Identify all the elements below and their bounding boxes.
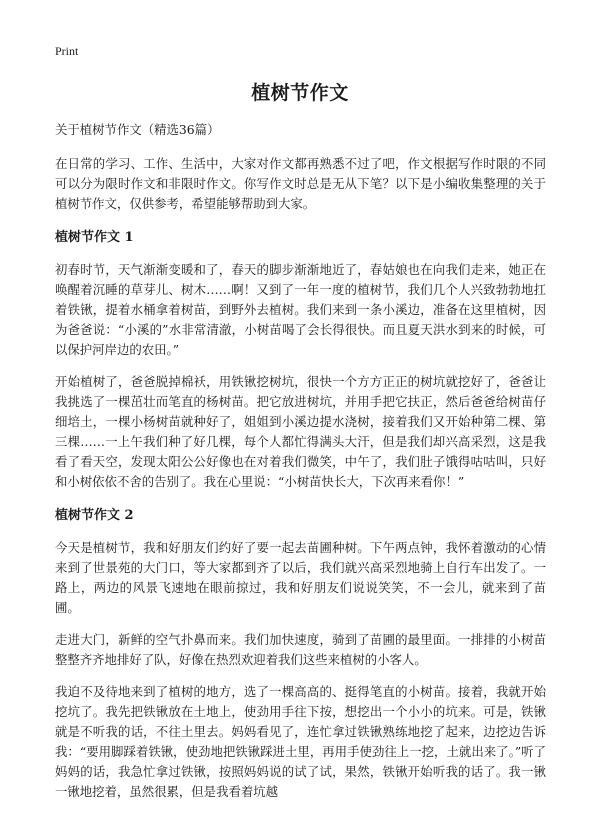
article-subtitle: 关于植树节作文（精选36篇） bbox=[55, 122, 220, 137]
section-2-paragraph-2: 走进大门，新鲜的空气扑鼻而来。我们加快速度，骑到了苗圃的最里面。一排排的小树苗整整齐齐地排好了队，好像在热烈欢迎着我们这些来植树的小客人。 bbox=[55, 632, 546, 667]
section-1-paragraph-2: 开始植树了，爸爸脱掉棉袄，用铁锹挖树坑，很快一个方方正正的树坑就挖好了，爸爸让我挑选了一棵茁壮而笔直的杨树苗。把它放进树坑，并用手把它扶正，然后爸爸给树苗仔细培土，一棵小杨树苗就种好了，姐姐到小溪边提水浇树，接着我们又开始种第二棵、第三棵……一上午我们种了好几棵，每个人都忙得满头大汗，但是我们却兴高采烈，这是我看了看天空，发现太阳公公好像也在对着我们微笑，中午了，我们肚子饿得咕咕叫，只好和小树依依不舍的告别了。我在心里说：“小树苗快长大，下次再来看你！” bbox=[55, 374, 546, 489]
section-2-paragraph-1: 今天是植树节，我和好朋友们约好了要一起去苗圃种树。下午两点钟，我怀着激动的心情来到了世景苑的大门口，等大家都到齐了以后，我们就兴高采烈地骑上自行车出发了。一路上，两边的风景飞速地在眼前掠过，我和好朋友们说说笑笑，不一会儿，就来到了苗圃。 bbox=[55, 540, 546, 615]
print-link[interactable]: Print bbox=[55, 44, 79, 58]
intro-paragraph: 在日常的学习、工作、生活中，大家对作文都再熟悉不过了吧，作文根据写作时限的不同可以分为限时作文和非限时作文。你写作文时总是无从下笔？以下是小编收集整理的关于植树节作文，仅供参考，希望能够帮助到大家。 bbox=[55, 156, 546, 211]
section-2-paragraph-3: 我迫不及待地来到了植树的地方，选了一棵高高的、挺得笔直的小树苗。接着，我就开始挖坑了。我先把铁锹放在土地上，使劲用手往下按，想挖出一个小小的坑来。可是，铁锹就是不听我的话，不往土里去。妈妈看见了，连忙拿过铁锹熟练地挖了起来，边挖边告诉我：“要用脚踩着铁锹，使劲地把铁锹踩进土里，再用手使劲往上一挖，土就出来了。”听了妈妈的话，我急忙拿过铁锹，按照妈妈说的试了试，果然，铁锹开始听我的话了。我一锹一锹地挖着，虽然很累，但是我看着坑越 bbox=[55, 684, 546, 799]
section-1-paragraph-1: 初春时节，天气渐渐变暖和了，春天的脚步渐渐地近了，春姑娘也在向我们走来，她正在唤醒着沉睡的草芽儿、树木……啊！又到了一年一度的植树节，我们几个人兴致勃勃地扛着铁锹，提着水桶拿着树苗，到野外去植树。我们来到一条小溪边，准备在这里植树，因为爸爸说：“小溪的”水非常清澈，小树苗喝了会长得很快。而且夏天洪水到来的时候，可以保护河岸边的农田。” bbox=[55, 262, 546, 357]
page-title: 植树节作文 bbox=[251, 82, 349, 104]
section-heading-1: 植树节作文 1 bbox=[55, 230, 134, 245]
article-body bbox=[55, 120, 546, 814]
section-heading-2: 植树节作文 2 bbox=[55, 508, 134, 523]
